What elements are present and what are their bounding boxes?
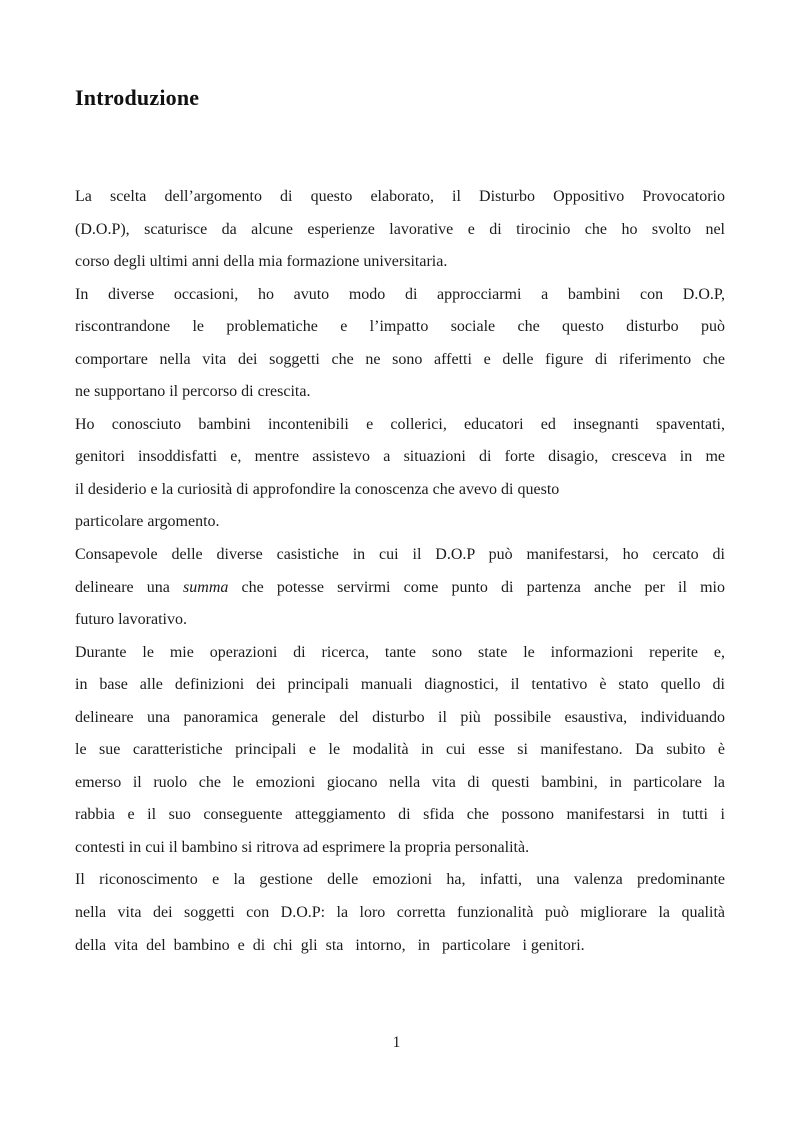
- paragraph: [75, 637, 725, 865]
- text-line: contesti in cui il bambino si ritrova ad esprimere la propria personalità.: [75, 838, 530, 856]
- paragraph: [75, 539, 725, 637]
- paragraph: [75, 279, 725, 409]
- text-line: le sue caratteristiche principali e le modalità in cui esse si manifestano. Da subito è: [75, 741, 725, 759]
- text-line: La scelta dell’argomento di questo elaborato, il Disturbo Oppositivo Provocatorio: [75, 188, 725, 205]
- paragraph: [75, 864, 725, 962]
- text-line: (D.O.P), scaturisce da alcune esperienze lavorative e di tirocinio che ho svolto nel: [75, 220, 725, 238]
- body-text: [75, 181, 725, 962]
- text-line: delineare una panoramica generale del disturbo il più possibile esaustiva, individuando: [75, 708, 725, 726]
- page-title: Introduzione: [75, 85, 200, 110]
- text-line: Ho conosciuto bambini incontenibili e collerici, educatori ed insegnanti spaventati,: [75, 415, 725, 433]
- text-line: riscontrandone le problematiche e l’impatto sociale che questo disturbo può: [75, 318, 725, 336]
- text-line: In diverse occasioni, ho avuto modo di approcciarmi a bambini con D.O.P,: [75, 285, 725, 303]
- text-line: il desiderio e la curiosità di approfondire la conoscenza che avevo di questo: [75, 480, 560, 498]
- text-line: in base alle definizioni dei principali manuali diagnostici, il tentativo è stato quello di: [75, 676, 725, 694]
- text-line: Consapevole delle diverse casistiche in cui il D.O.P può manifestarsi, ho cercato di: [75, 546, 725, 564]
- text-line: particolare argomento.: [75, 513, 220, 531]
- text-line: Il riconoscimento e la gestione delle emozioni ha, infatti, una valenza predominante: [75, 871, 725, 889]
- page-number: 1: [392, 1034, 401, 1051]
- text-line: emerso il ruolo che le emozioni giocano nella vita di questi bambini, in particolare la: [75, 773, 725, 791]
- text-line: della vita del bambino e di chi gli sta intorno, in particolare i genitori.: [75, 936, 585, 954]
- text-line: Durante le mie operazioni di ricerca, tante sono state le informazioni reperite e,: [75, 643, 725, 661]
- paragraph: [75, 409, 725, 539]
- text-line: genitori insoddisfatti e, mentre assistevo a situazioni di forte disagio, cresceva in me: [75, 448, 725, 466]
- text-line: comportare nella vita dei soggetti che ne sono affetti e delle figure di riferimento che: [75, 350, 725, 368]
- text-line: nella vita dei soggetti con D.O.P: la loro corretta funzionalità può migliorare la qualità: [75, 904, 725, 922]
- text-line: rabbia e il suo conseguente atteggiamento di sfida che possono manifestarsi in tutti i: [75, 806, 725, 824]
- text-line: delineare una summa che potesse servirmi come punto di partenza anche per il mio: [75, 578, 725, 596]
- text-line: ne supportano il percorso di crescita.: [75, 383, 311, 401]
- paragraph: [75, 181, 725, 279]
- text-line: corso degli ultimi anni della mia formazione universitaria.: [75, 253, 448, 271]
- text-line: futuro lavorativo.: [75, 611, 187, 629]
